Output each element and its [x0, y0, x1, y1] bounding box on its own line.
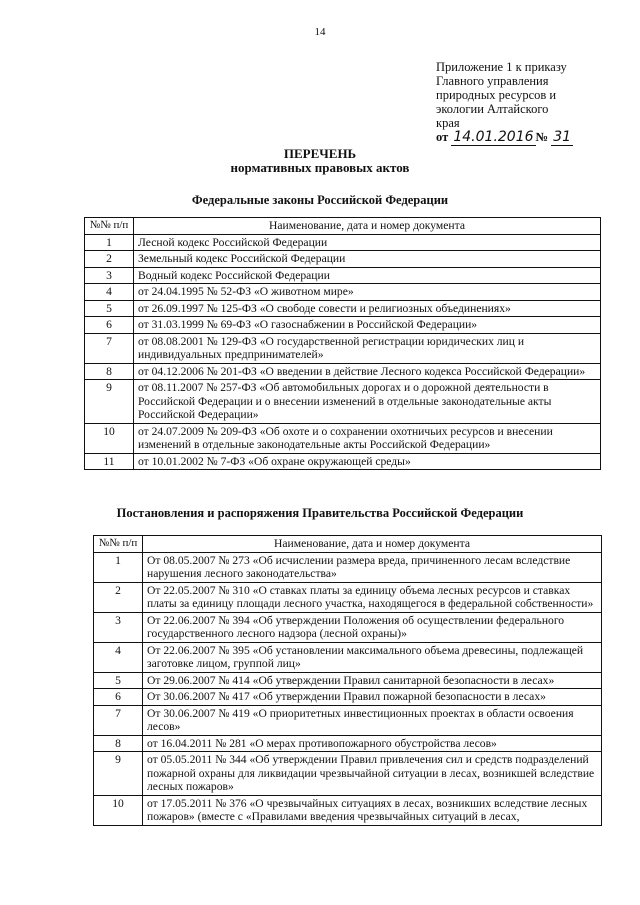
- federal-laws-table: [84, 217, 601, 470]
- table-row: [85, 267, 601, 284]
- table-row: [85, 317, 601, 334]
- table-row: [85, 251, 601, 268]
- document-name: От 30.06.2007 № 417 «Об утверждении Правил пожарной безопасности в лесах»: [143, 689, 602, 706]
- appendix-line: экологии Алтайского: [436, 102, 549, 116]
- document-name: от 16.04.2011 № 281 «О мерах противопожарного обустройства лесов»: [143, 735, 602, 752]
- table-row: [85, 300, 601, 317]
- row-number: 5: [85, 300, 134, 317]
- table-row: [94, 795, 602, 825]
- document-name: от 26.09.1997 № 125-ФЗ «О свободе совести и религиозных объединениях»: [134, 300, 601, 317]
- row-number: 6: [94, 689, 143, 706]
- table-row: [85, 363, 601, 380]
- section-heading-government-acts: Постановления и распоряжения Правительства Российской Федерации: [116, 506, 524, 520]
- document-name: от 24.07.2009 № 209-ФЗ «Об охоте и о сохранении охотничьих ресурсов и внесении изменений в отдельные законодательные акты Российской Федерации»: [134, 423, 601, 453]
- row-number: 9: [85, 380, 134, 424]
- table-body: [94, 552, 602, 825]
- order-date-number: [436, 130, 616, 144]
- table-row: [94, 689, 602, 706]
- page-number: 14: [314, 26, 326, 38]
- row-number: 6: [85, 317, 134, 334]
- handwritten-number: 31: [553, 129, 572, 145]
- table-row: [94, 735, 602, 752]
- document-title: [0, 147, 640, 175]
- document-name: от 08.11.2007 № 257-ФЗ «Об автомобильных дорогах и о дорожной деятельности в Российской Федерации и о внесении изменений в отдельные законодательные акты Российской Федерации»: [134, 380, 601, 424]
- appendix-line: края: [436, 116, 460, 130]
- row-number: 8: [85, 363, 134, 380]
- document-name: от 04.12.2006 № 201-ФЗ «О введении в действие Лесного кодекса Российской Федерации»: [134, 363, 601, 380]
- row-number: 10: [85, 423, 134, 453]
- document-name: Водный кодекс Российской Федерации: [134, 267, 601, 284]
- row-number: 5: [94, 672, 143, 689]
- row-number: 3: [94, 612, 143, 642]
- document-name: От 30.06.2007 № 419 «О приоритетных инвестиционных проектах в области освоения лесов»: [143, 705, 602, 735]
- row-number: 7: [85, 333, 134, 363]
- column-header-name: Наименование, дата и номер документа: [134, 218, 601, 235]
- row-number: 7: [94, 705, 143, 735]
- table-row: [85, 453, 601, 470]
- column-header-name: Наименование, дата и номер документа: [143, 536, 602, 553]
- document-name: от 31.03.1999 № 69-ФЗ «О газоснабжении в Российской Федерации»: [134, 317, 601, 334]
- table-row: [85, 284, 601, 301]
- date-prefix: от: [436, 130, 449, 144]
- table-row: [94, 752, 602, 796]
- table-row: [85, 234, 601, 251]
- row-number: 3: [85, 267, 134, 284]
- row-number: 2: [85, 251, 134, 268]
- table-header-row: [94, 536, 602, 553]
- column-header-number: №№ п/п: [85, 218, 134, 235]
- row-number: 1: [94, 552, 143, 582]
- appendix-line: Приложение 1 к приказу: [436, 60, 567, 74]
- document-name: от 17.05.2011 № 376 «О чрезвычайных ситуациях в лесах, возникших вследствие лесных пожаров» (вместе с «Правилами введения чрезвычайных ситуаций в лесах,: [143, 795, 602, 825]
- document-name: Лесной кодекс Российской Федерации: [134, 234, 601, 251]
- table-body: [85, 234, 601, 470]
- row-number: 4: [94, 642, 143, 672]
- column-header-number: №№ п/п: [94, 536, 143, 553]
- document-name: От 08.05.2007 № 273 «Об исчислении размера вреда, причиненного лесам вследствие нарушения лесного законодательства»: [143, 552, 602, 582]
- table-row: [85, 333, 601, 363]
- table-row: [94, 705, 602, 735]
- document-name: от 24.04.1995 № 52-ФЗ «О животном мире»: [134, 284, 601, 301]
- handwritten-date: 14.01.2016: [453, 129, 534, 145]
- document-name: Земельный кодекс Российской Федерации: [134, 251, 601, 268]
- document-name: от 05.05.2011 № 344 «Об утверждении Правил привлечения сил и средств подразделений пожарной охраны для ликвидации чрезвычайной ситуации в лесах, возникшей вследствие лесных пожаров»: [143, 752, 602, 796]
- number-sign: №: [535, 130, 549, 144]
- document-name: от 10.01.2002 № 7-ФЗ «Об охране окружающей среды»: [134, 453, 601, 470]
- document-name: от 08.08.2001 № 129-ФЗ «О государственной регистрации юридических лиц и индивидуальных предпринимателей»: [134, 333, 601, 363]
- appendix-line: Главного управления: [436, 74, 549, 88]
- table-header-row: [85, 218, 601, 235]
- document-name: От 22.06.2007 № 394 «Об утверждении Положения об осуществлении федерального государственного лесного надзора (лесной охраны)»: [143, 612, 602, 642]
- title-sub: нормативных правовых актов: [230, 160, 410, 175]
- document-name: От 22.05.2007 № 310 «О ставках платы за единицу объема лесных ресурсов и ставках платы за единицу площади лесного участка, находящегося в федеральной собственности»: [143, 582, 602, 612]
- appendix-line: природных ресурсов и: [436, 88, 557, 102]
- table-row: [94, 672, 602, 689]
- row-number: 1: [85, 234, 134, 251]
- row-number: 8: [94, 735, 143, 752]
- document-name: От 22.06.2007 № 395 «Об установлении максимального объема древесины, подлежащей заготовке лицом, группой лиц»: [143, 642, 602, 672]
- appendix-block: [436, 60, 616, 144]
- row-number: 11: [85, 453, 134, 470]
- table-row: [94, 582, 602, 612]
- document-name: От 29.06.2007 № 414 «Об утверждении Правил санитарной безопасности в лесах»: [143, 672, 602, 689]
- government-acts-table: [93, 535, 602, 826]
- section-heading-federal-laws: Федеральные законы Российской Федерации: [191, 193, 449, 207]
- table-row: [94, 642, 602, 672]
- row-number: 4: [85, 284, 134, 301]
- table-row: [94, 552, 602, 582]
- row-number: 9: [94, 752, 143, 796]
- table-row: [85, 423, 601, 453]
- table-row: [94, 612, 602, 642]
- row-number: 2: [94, 582, 143, 612]
- table-row: [85, 380, 601, 424]
- title-main: ПЕРЕЧЕНЬ: [283, 146, 357, 161]
- row-number: 10: [94, 795, 143, 825]
